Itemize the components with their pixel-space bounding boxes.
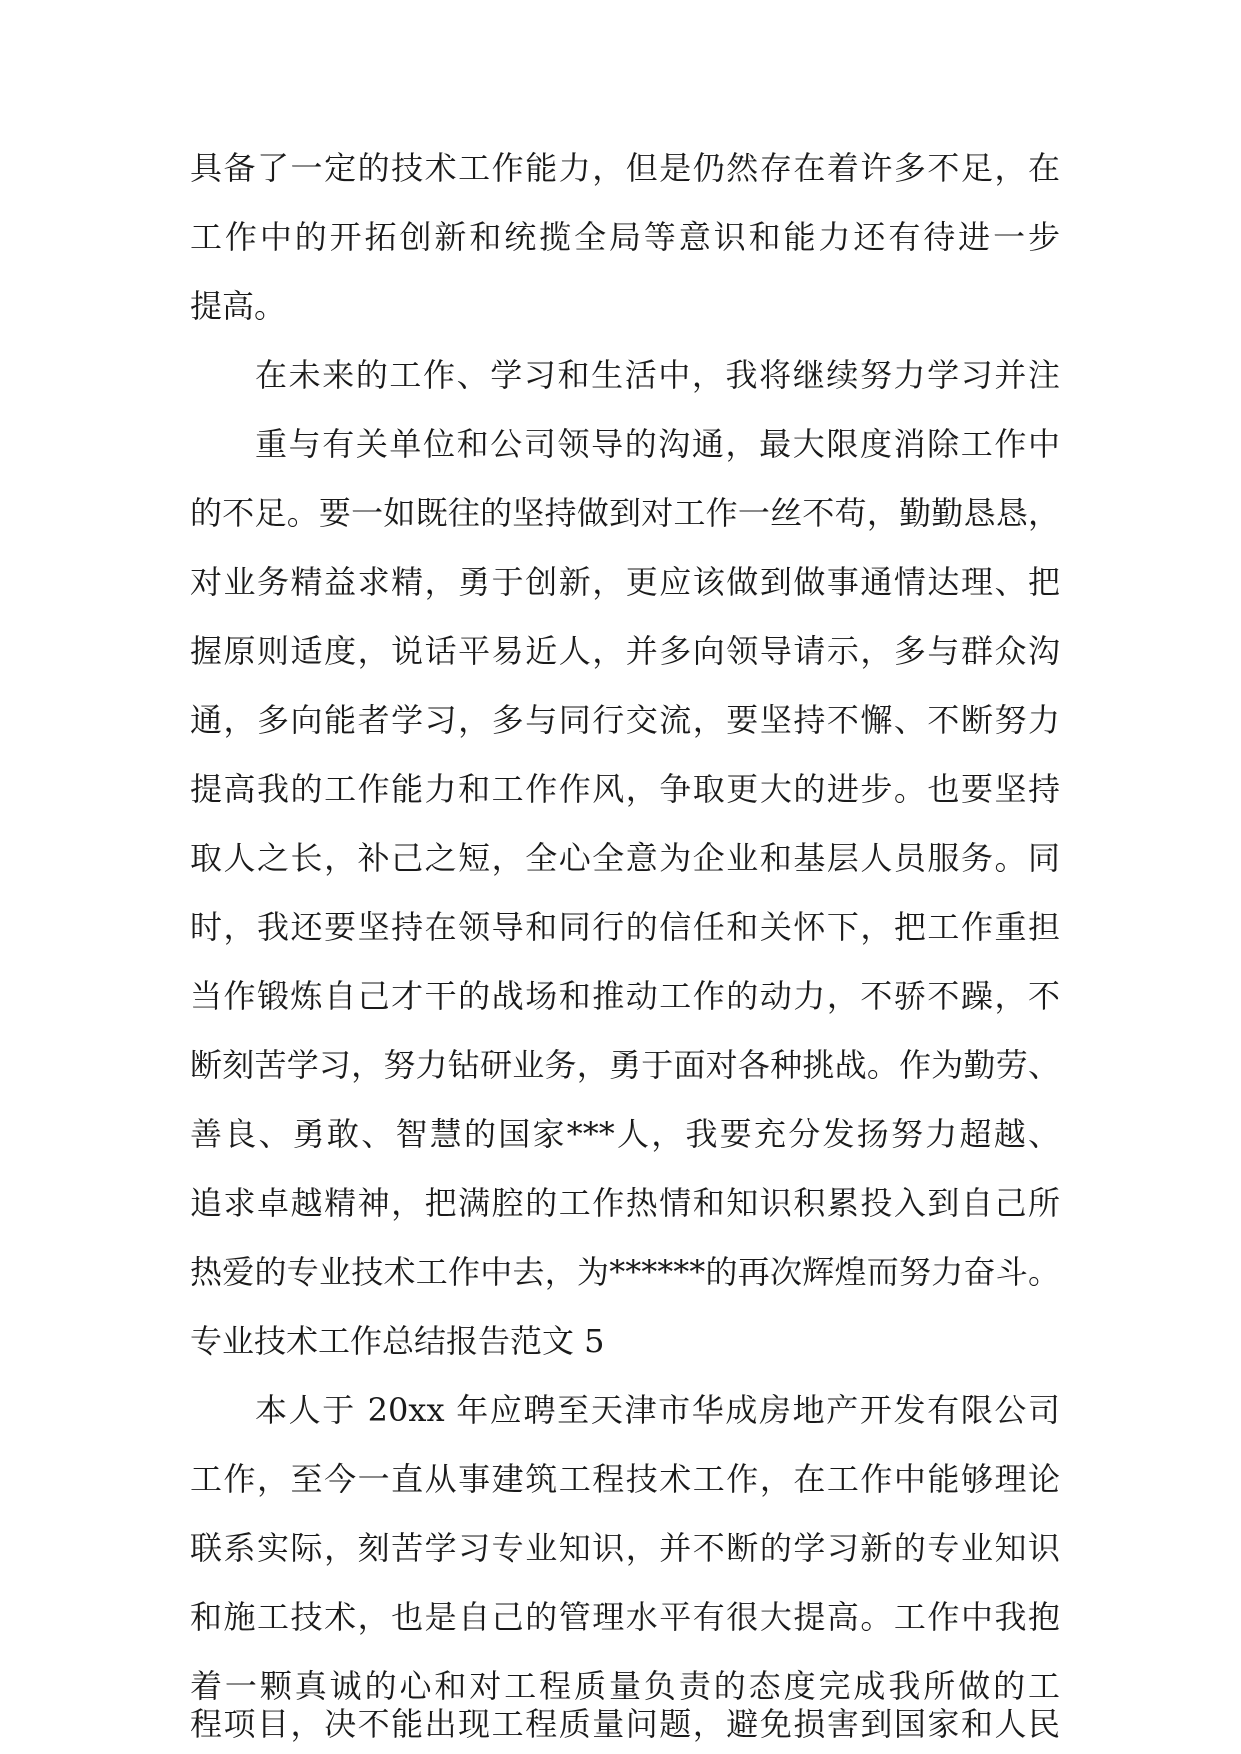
text-line-7: 对业务精益求精，勇于创新，更应该做到做事通情达理、把 — [190, 563, 1060, 601]
text-line-3: 提高。 — [190, 287, 287, 325]
text-line-21: 联系实际，刻苦学习专业知识，并不断的学习新的专业知识 — [190, 1529, 1060, 1567]
text-line-14: 断刻苦学习，努力钻研业务，勇于面对各种挑战。作为勤劳、 — [190, 1046, 1060, 1084]
text-line-13: 当作锻炼自己才干的战场和推动工作的动力，不骄不躁，不 — [190, 977, 1060, 1015]
text-line-8: 握原则适度，说话平易近人，并多向领导请示，多与群众沟 — [190, 632, 1060, 670]
text-line-24: 程项目，决不能出现工程质量问题，避免损害到国家和人民 — [190, 1705, 1060, 1743]
text-line-11: 取人之长，补己之短，全心全意为企业和基层人员服务。同 — [190, 839, 1060, 877]
text-line-19: 本人于 20xx 年应聘至天津市华成房地产开发有限公司 — [255, 1391, 1060, 1429]
text-line-22: 和施工技术，也是自己的管理水平有很大提高。工作中我抱 — [190, 1598, 1060, 1636]
text-line-20: 工作，至今一直从事建筑工程技术工作，在工作中能够理论 — [190, 1460, 1060, 1498]
text-line-23: 着一颗真诚的心和对工程质量负责的态度完成我所做的工 — [190, 1667, 1060, 1705]
text-line-10: 提高我的工作能力和工作作风，争取更大的进步。也要坚持 — [190, 770, 1060, 808]
text-line-12: 时，我还要坚持在领导和同行的信任和关怀下，把工作重担 — [190, 908, 1060, 946]
section-heading: 专业技术工作总结报告范文 5 — [190, 1322, 605, 1360]
text-line-17: 热爱的专业技术工作中去，为******的再次辉煌而努力奋斗。 — [190, 1253, 1060, 1291]
text-line-6: 的不足。要一如既往的坚持做到对工作一丝不苟，勤勤恳恳， — [190, 494, 1060, 532]
text-line-5: 重与有关单位和公司领导的沟通，最大限度消除工作中 — [255, 425, 1060, 463]
text-line-15: 善良、勇敢、智慧的国家***人，我要充分发扬努力超越、 — [190, 1115, 1060, 1153]
text-line-16: 追求卓越精神，把满腔的工作热情和知识积累投入到自己所 — [190, 1184, 1060, 1222]
text-line-4: 在未来的工作、学习和生活中，我将继续努力学习并注 — [255, 356, 1060, 394]
text-line-1: 具备了一定的技术工作能力，但是仍然存在着许多不足，在 — [190, 149, 1060, 187]
text-line-9: 通，多向能者学习，多与同行交流，要坚持不懈、不断努力 — [190, 701, 1060, 739]
text-line-2: 工作中的开拓创新和统揽全局等意识和能力还有待进一步 — [190, 218, 1060, 256]
